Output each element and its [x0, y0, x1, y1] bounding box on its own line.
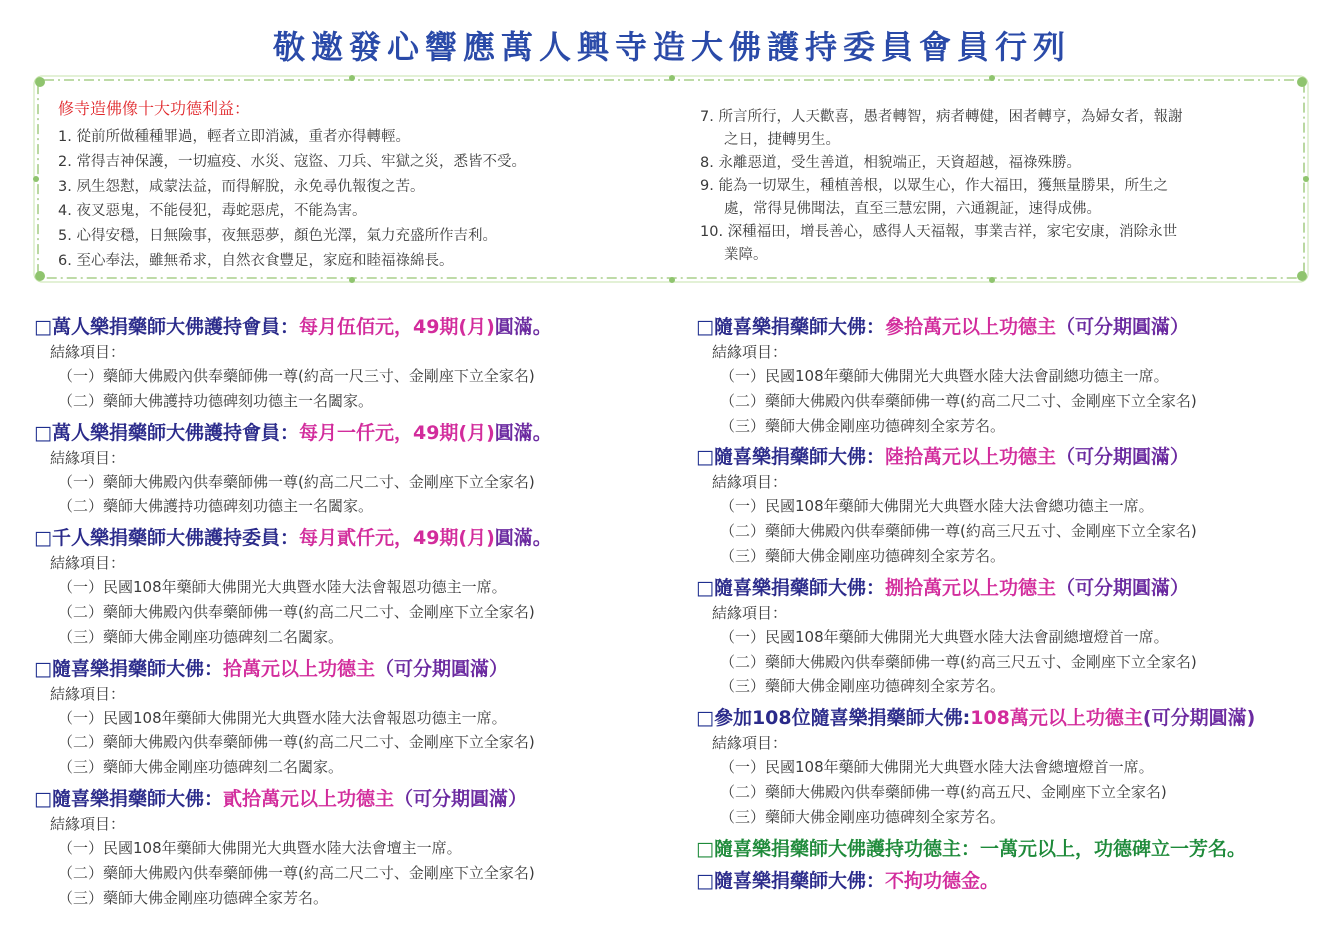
option-name: 隨喜樂捐藥師大佛： — [51, 787, 223, 810]
option-suffix: （可分期圓滿） — [374, 657, 508, 680]
option-name: 萬人樂捐藥師大佛護持會員： — [51, 421, 299, 444]
benefit-label: 結緣項目： — [712, 603, 788, 622]
benefits-left-column — [58, 96, 678, 274]
benefit-item: 6. 至心奉法，雖無希求，自然衣食豐足，家庭和睦福祿綿長。 — [58, 252, 454, 269]
option-amount: 拾萬元以上功德主 — [222, 657, 375, 680]
benefit-label: 結緣項目： — [50, 554, 126, 573]
checkbox-icon[interactable]: □ — [696, 837, 714, 860]
option-amount: 每月伍佰元，49期(月) — [298, 316, 495, 338]
benefit-item-continuation: 之日，捷轉男生。 — [724, 132, 840, 148]
checkbox-icon[interactable]: □ — [696, 707, 714, 730]
donation-option-heading[interactable] — [34, 525, 674, 551]
benefit-item: 3. 夙生怨懟，咸蒙法益，而得解脫，永免尋仇報復之苦。 — [58, 178, 425, 195]
donation-option-heading[interactable] — [696, 705, 1336, 731]
benefit-line: （一）民國108年藥師大佛開光大典暨水陸大法會總功德主一席。 — [720, 497, 1154, 516]
checkbox-icon[interactable]: □ — [696, 316, 714, 338]
benefit-line: （三）藥師大佛金剛座功德碑刻二名闔家。 — [58, 627, 344, 646]
benefit-line: （二）藥師大佛殿內供奉藥師佛一尊(約高二尺二寸、金剛座下立全家名) — [58, 602, 535, 621]
benefit-line: （三）藥師大佛金剛座功德碑刻全家芳名。 — [720, 416, 1006, 435]
donation-option-heading[interactable] — [696, 444, 1336, 470]
option-suffix: （可分期圓滿） — [1055, 576, 1189, 599]
benefit-item-line: 10. 深種福田，增長善心，感得人天福報，事業吉祥，家宅安康，消除永世 — [700, 224, 1178, 240]
checkbox-icon[interactable]: □ — [696, 869, 714, 892]
benefit-line: （二）藥師大佛殿內供奉藥師佛一尊(約高五尺、金剛座下立全家名) — [720, 782, 1167, 801]
benefit-line: （一）藥師大佛殿內供奉藥師佛一尊(約高一尺三寸、金剛座下立全家名) — [58, 367, 535, 385]
option-suffix: 圓滿。 — [494, 316, 552, 338]
benefit-item — [700, 175, 1300, 221]
benefit-line: （一）民國108年藥師大佛開光大典暨水陸大法會副總功德主一席。 — [720, 367, 1169, 385]
benefit-item — [700, 106, 1300, 152]
benefit-label: 結緣項目： — [50, 684, 126, 703]
benefit-item-continuation: 業障。 — [724, 247, 768, 263]
benefit-line: （三）藥師大佛金剛座功德碑全家芳名。 — [58, 888, 329, 907]
benefit-line: （二）藥師大佛殿內供奉藥師佛一尊(約高三尺五寸、金剛座下立全家名) — [720, 652, 1197, 671]
benefit-line: （三）藥師大佛金剛座功德碑刻二名闔家。 — [58, 758, 344, 777]
option-name: 隨喜樂捐藥師大佛： — [713, 316, 885, 338]
benefit-line: （三）藥師大佛金剛座功德碑刻全家芳名。 — [720, 546, 1006, 565]
option-name: 隨喜樂捐藥師大佛護持功德主：一萬元以上，功德碑立一芳名。 — [713, 837, 1246, 860]
benefit-label: 結緣項目： — [712, 343, 788, 361]
benefit-label: 結緣項目： — [712, 734, 788, 753]
benefits-heading: 修寺造佛像十大功德利益： — [58, 99, 251, 118]
option-amount: 每月一仟元，49期(月) — [298, 421, 495, 444]
benefit-item: 5. 心得安穩，日無險事，夜無惡夢，顏色光澤，氣力充盛所作吉利。 — [58, 228, 497, 245]
option-amount: 不拘功德金。 — [884, 869, 999, 892]
benefit-line: （二）藥師大佛殿內供奉藥師佛一尊(約高二尺二寸、金剛座下立全家名) — [58, 733, 535, 752]
option-amount: 每月貳仟元，49期(月) — [298, 527, 495, 550]
donation-option-heading[interactable] — [34, 656, 674, 682]
option-suffix: （可分期圓滿） — [1055, 316, 1189, 338]
page-title: 敬邀發心響應萬人興寺造大佛護持委員會員行列 — [272, 28, 1071, 66]
checkbox-icon[interactable]: □ — [34, 657, 52, 680]
left-donation-column — [34, 314, 674, 910]
donation-option-heading[interactable] — [696, 314, 1336, 340]
benefit-item-line: 7. 所言所行，人天歡喜，愚者轉智，病者轉健，困者轉亨，為婦女者，報謝 — [700, 109, 1183, 125]
donation-option-heading[interactable] — [34, 786, 674, 812]
option-amount: 108萬元以上功德主 — [970, 707, 1143, 730]
option-name: 隨喜樂捐藥師大佛： — [713, 446, 885, 469]
benefit-item — [700, 221, 1300, 267]
benefit-line: （一）民國108年藥師大佛開光大典暨水陸大法會報恩功德主一席。 — [58, 578, 507, 597]
benefit-item: 2. 常得吉神保護，一切瘟疫、水災、寇盜、刀兵、牢獄之災，悉皆不受。 — [58, 153, 526, 170]
benefit-line: （二）藥師大佛護持功德碑刻功德主一名闔家。 — [58, 391, 374, 410]
benefit-line: （一）民國108年藥師大佛開光大典暨水陸大法會總壇燈首一席。 — [720, 758, 1154, 777]
benefit-label: 結緣項目： — [50, 448, 126, 467]
option-suffix: 圓滿。 — [494, 421, 552, 444]
option-name: 萬人樂捐藥師大佛護持會員： — [51, 316, 299, 338]
right-donation-column — [696, 314, 1336, 894]
benefit-line: （二）藥師大佛殿內供奉藥師佛一尊(約高二尺二寸、金剛座下立全家名) — [720, 391, 1197, 410]
option-name: 隨喜樂捐藥師大佛： — [51, 657, 223, 680]
option-suffix: 圓滿。 — [494, 527, 552, 550]
checkbox-icon[interactable]: □ — [696, 576, 714, 599]
benefit-label: 結緣項目： — [50, 814, 126, 833]
checkbox-icon[interactable]: □ — [34, 316, 52, 338]
benefit-item — [700, 152, 1300, 175]
donation-option-heading[interactable] — [34, 314, 674, 340]
benefit-item-line: 8. 永離惡道，受生善道，相貌端正，天資超越，福祿殊勝。 — [700, 155, 1081, 171]
benefit-item-line: 9. 能為一切眾生，種植善根，以眾生心，作大福田，獲無量勝果，所生之 — [700, 178, 1168, 194]
option-name: 隨喜樂捐藥師大佛： — [713, 576, 885, 599]
option-suffix: (可分期圓滿) — [1142, 707, 1256, 730]
benefit-line: （三）藥師大佛金剛座功德碑刻全家芳名。 — [720, 807, 1006, 826]
donation-option-heading[interactable] — [696, 868, 1336, 894]
benefit-line: （三）藥師大佛金剛座功德碑刻全家芳名。 — [720, 677, 1006, 696]
benefit-line: （一）民國108年藥師大佛開光大典暨水陸大法會副總壇燈首一席。 — [720, 627, 1169, 646]
option-name: 參加108位隨喜樂捐藥師大佛: — [713, 707, 971, 730]
benefit-line: （二）藥師大佛護持功德碑刻功德主一名闔家。 — [58, 497, 374, 516]
benefit-item: 4. 夜叉惡鬼，不能侵犯，毒蛇惡虎，不能為害。 — [58, 203, 367, 220]
benefits-right-column — [700, 106, 1300, 267]
option-name: 千人樂捐藥師大佛護持委員： — [51, 527, 299, 550]
checkbox-icon[interactable]: □ — [696, 446, 714, 469]
donation-option-heading[interactable] — [696, 575, 1336, 601]
benefit-item: 1. 從前所做種種罪過，輕者立即消滅，重者亦得轉輕。 — [58, 129, 410, 145]
benefit-label: 結緣項目： — [50, 343, 126, 361]
benefit-item-continuation: 處，常得見佛聞法，直至三慧宏開，六通親証，速得成佛。 — [724, 201, 1101, 217]
option-amount: 陸拾萬元以上功德主 — [884, 446, 1056, 469]
option-amount: 貳拾萬元以上功德主 — [222, 787, 394, 810]
benefit-line: （二）藥師大佛殿內供奉藥師佛一尊(約高三尺五寸、金剛座下立全家名) — [720, 522, 1197, 541]
benefit-line: （一）藥師大佛殿內供奉藥師佛一尊(約高二尺二寸、金剛座下立全家名) — [58, 472, 535, 491]
option-suffix: （可分期圓滿） — [393, 787, 527, 810]
checkbox-icon[interactable]: □ — [34, 527, 52, 550]
benefit-line: （一）民國108年藥師大佛開光大典暨水陸大法會壇主一席。 — [58, 838, 462, 857]
benefit-line: （一）民國108年藥師大佛開光大典暨水陸大法會報恩功德主一席。 — [58, 708, 507, 727]
benefit-line: （二）藥師大佛殿內供奉藥師佛一尊(約高二尺二寸、金剛座下立全家名) — [58, 863, 535, 882]
donation-option-heading[interactable] — [696, 836, 1336, 862]
donation-option-heading[interactable] — [34, 420, 674, 446]
checkbox-icon[interactable]: □ — [34, 421, 52, 444]
option-name: 隨喜樂捐藥師大佛： — [713, 869, 885, 892]
benefit-label: 結緣項目： — [712, 473, 788, 492]
option-amount: 參拾萬元以上功德主 — [884, 316, 1056, 338]
option-amount: 捌拾萬元以上功德主 — [884, 576, 1056, 599]
checkbox-icon[interactable]: □ — [34, 787, 52, 810]
option-suffix: （可分期圓滿） — [1055, 446, 1189, 469]
